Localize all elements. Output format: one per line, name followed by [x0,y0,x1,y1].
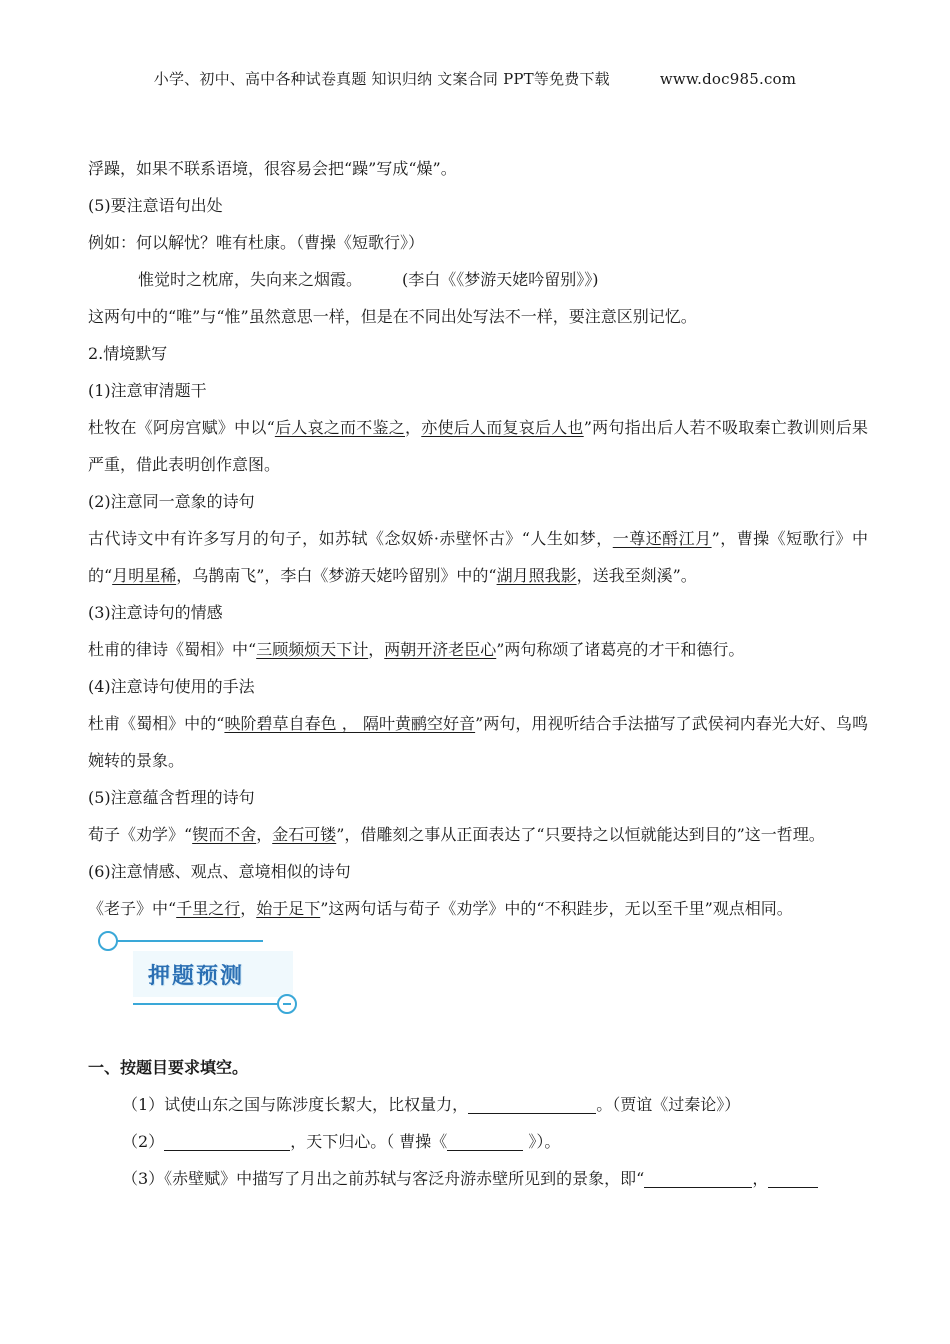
text-paragraph [88,631,868,668]
underlined-answer: 两朝开济老臣心 [384,640,497,659]
exercise-heading: 一、按题目要求填空。 [88,1058,249,1077]
underlined-answer: 湖月照我影 [496,566,577,585]
text-paragraph [88,409,868,483]
text-paragraph [88,890,868,927]
document-body [88,150,868,1197]
question-text: 》）。 [523,1132,561,1151]
text-span: ，乌鹊南飞”，李白《梦游天姥吟留别》中的“ [176,566,497,585]
underlined-answer: 一尊还酹江月 [612,529,712,548]
underlined-answer: 映阶碧草自春色 ， 隔叶黄鹂空好音 [224,714,476,733]
question-text: 。（贾谊《过秦论》） [596,1095,741,1114]
text-span: 古代诗文中有许多写月的句子，如苏轼《念奴娇·赤壁怀古》“人生如梦， [88,529,613,548]
text-span: 杜甫的律诗《蜀相》中“ [88,640,257,659]
question-text: ， [752,1169,769,1188]
underlined-answer: 千里之行 [176,899,241,918]
underlined-answer: 始于足下 [256,899,321,918]
text-span: ”两句称颂了诸葛亮的才干和德行。 [496,640,745,659]
underlined-answer: 亦使后人而复哀后人也 [421,418,584,437]
question-text: （1）试使山东之国与陈涉度长絜大，比权量力， [122,1095,469,1114]
section-heading: (5)要注意语句出处 [88,196,223,215]
text-span: ， [240,899,257,918]
text-line: 浮躁，如果不联系语境，很容易会把“躁”写成“燥”。 [88,159,457,178]
banner-title: 押题预测 [148,964,245,989]
question-3 [88,1160,868,1197]
text-span: 《老子》中“ [88,899,177,918]
underlined-answer: 锲而不舍 [192,825,257,844]
text-span: 杜甫《蜀相》中的“ [88,714,225,733]
text-span: ”，曹操《短歌行》中的“ [88,529,868,585]
header-url[interactable]: www.doc985.com [659,70,797,88]
question-2 [88,1123,868,1160]
question-1 [88,1086,868,1123]
sub-heading: (6)注意情感、观点、意境相似的诗句 [88,862,351,881]
poem-line: 惟觉时之枕席，失向来之烟霞。 [138,270,363,289]
answer-blank[interactable] [644,1169,752,1188]
text-span: ， [368,640,385,659]
text-paragraph [88,705,868,779]
text-paragraph [88,816,868,853]
text-span: ”这两句话与荀子《劝学》中的“不积跬步，无以至千里”观点相同。 [320,899,793,918]
underlined-answer: 月明星稀 [112,566,177,585]
answer-blank[interactable] [164,1132,290,1151]
poem-source: (李白《《梦游天姥吟留别》》) [402,270,599,289]
header-text: 小学、初中、高中各种试卷真题 知识归纳 文案合同 PPT等免费下载 [153,70,610,88]
text-span: ， [405,418,422,437]
question-text: （2） [122,1132,165,1151]
sub-heading: (1)注意审清题干 [88,381,207,400]
text-span: ， [256,825,273,844]
sub-heading: (5)注意蕴含哲理的诗句 [88,788,255,807]
page-header [0,68,950,89]
text-span: ”两句指出后人若不吸取秦亡教训则后果严重，借此表明创作意图。 [88,418,868,474]
answer-blank[interactable] [768,1169,818,1188]
answer-blank[interactable] [447,1132,523,1151]
underlined-answer: 三顾频烦天下计 [256,640,369,659]
text-line: 这两句中的“唯”与“惟”虽然意思一样，但是在不同出处写法不一样，要注意区别记忆。 [88,307,697,326]
question-text: ，天下归心。（ 曹操《 [290,1132,448,1151]
text-span: 杜牧在《阿房宫赋》中以“ [88,418,275,437]
text-span: ”两句，用视听结合手法描写了武侯祠内春光大好、鸟鸣婉转的景象。 [88,714,868,770]
question-text: （3）《赤壁赋》中描写了月出之前苏轼与客泛舟游赤壁所见到的景象，即“ [122,1169,645,1188]
text-line: 例如：何以解忧？唯有杜康。（曹操《短歌行》） [88,233,425,252]
text-span: 荀子《劝学》“ [88,825,193,844]
sub-heading: (2)注意同一意象的诗句 [88,492,255,511]
section-banner [88,929,328,1049]
text-line [88,261,868,298]
answer-blank[interactable] [468,1095,596,1114]
underlined-answer: 后人哀之而不鉴之 [274,418,406,437]
text-span: ，送我至剡溪”。 [576,566,697,585]
sub-heading: (4)注意诗句使用的手法 [88,677,255,696]
underlined-answer: 金石可镂 [272,825,337,844]
text-paragraph [88,520,868,594]
section-heading: 2.情境默写 [88,344,168,363]
text-span: ”，借雕刻之事从正面表达了“只要持之以恒就能达到目的”这一哲理。 [336,825,825,844]
sub-heading: (3)注意诗句的情感 [88,603,223,622]
